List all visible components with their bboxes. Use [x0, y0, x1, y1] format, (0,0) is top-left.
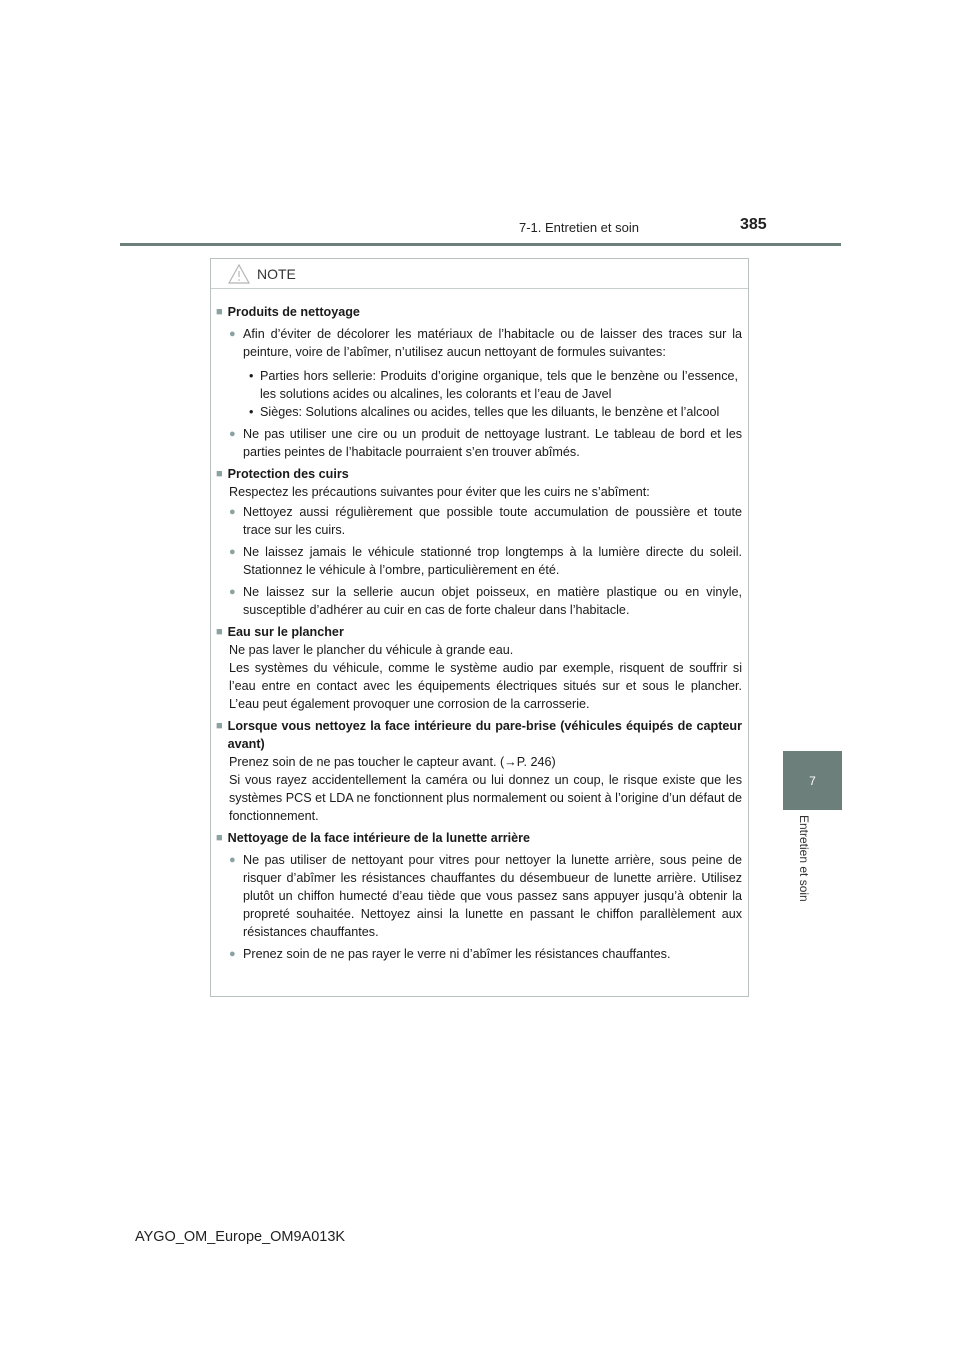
note-title: NOTE: [257, 265, 296, 282]
section-rear-window: [216, 829, 742, 963]
paragraph: Ne pas laver le plancher du véhicule à grande eau.: [229, 643, 514, 657]
section-heading: ■ Produits de nettoyage: [216, 305, 360, 319]
square-bullet-icon: ■: [216, 832, 223, 844]
section-heading: ■ Lorsque vous nettoyez la face intérieure du pare-brise (véhicules équipés de capteur avant): [216, 719, 742, 751]
list-item: ● Ne laissez jamais le véhicule stationné trop longtemps à la lumière directe du soleil. Stationnez le véhicule à l’ombre, particulièrement en été.: [229, 545, 742, 577]
section-floor-water: [216, 623, 742, 713]
square-bullet-icon: ■: [216, 468, 223, 480]
paragraph: Prenez soin de ne pas toucher le capteur avant. (→P. 246): [229, 755, 556, 769]
chapter-number: 7: [809, 773, 816, 788]
list-item: ● Afin d’éviter de décolorer les matériaux de l’habitacle ou de laisser des traces sur la peinture, voire de l’abîmer, n’utilisez aucun nettoyant de formules suivantes:: [229, 327, 742, 359]
section-heading: ■ Nettoyage de la face intérieure de la lunette arrière: [216, 831, 531, 845]
list-item: ● Ne pas utiliser de nettoyant pour vitres pour nettoyer la lunette arrière, sous peine de risquer d’abîmer les résistances chauffantes du désembueur de lunette arrière. Utilisez plutôt un chiffon humecté d’eau tiède que vous passez sans appuyer jusqu’à obtenir la propreté souhaitée. Nettoyez ainsi la lunette en passant le chiffon parallèlement aux résistances chauffantes.: [229, 853, 742, 939]
section-cleaning-products: [216, 303, 742, 461]
page-number: 385: [740, 216, 767, 233]
square-bullet-icon: ■: [216, 306, 223, 318]
chapter-tab: [783, 751, 842, 810]
round-bullet-icon: ●: [229, 948, 236, 960]
round-bullet-icon: ●: [229, 328, 236, 340]
paragraph: Respectez les précautions suivantes pour éviter que les cuirs ne s’abîment:: [229, 485, 650, 499]
section-windshield: [216, 717, 742, 825]
note-box: [210, 258, 749, 997]
round-bullet-icon: ●: [229, 586, 236, 598]
paragraph: Si vous rayez accidentellement la caméra ou lui donnez un coup, le risque existe que les systèmes PCS et LDA ne fonctionnent plus normalement ou soient à l’origine d’un défaut de fonctionnement.: [229, 773, 742, 823]
header-divider: [120, 243, 841, 246]
chapter-label: Entretien et soin: [797, 815, 811, 902]
round-bullet-icon: ●: [229, 506, 236, 518]
note-body: [211, 289, 748, 963]
square-bullet-icon: ■: [216, 626, 223, 638]
note-header: [211, 259, 748, 289]
round-bullet-icon: ●: [229, 854, 236, 866]
round-bullet-icon: ●: [229, 428, 236, 440]
section-heading: ■ Protection des cuirs: [216, 467, 349, 481]
list-item: ● Nettoyez aussi régulièrement que possible toute accumulation de poussière et toute trace sur les cuirs.: [229, 505, 742, 537]
list-item: ● Ne pas utiliser une cire ou un produit de nettoyage lustrant. Le tableau de bord et les parties peintes de l’habitacle pourraient s’en trouver abîmés.: [229, 427, 742, 459]
square-bullet-icon: ■: [216, 720, 223, 732]
round-bullet-icon: ●: [229, 546, 236, 558]
sub-list-item: • Parties hors sellerie: Produits d’origine organique, tels que le benzène ou l’essence, les solutions acides ou alcalines, les colorants et l’eau de Javel: [249, 369, 738, 401]
section-heading: ■ Eau sur le plancher: [216, 625, 344, 639]
section-title: 7-1. Entretien et soin: [519, 220, 639, 235]
warning-triangle-icon: [227, 263, 251, 285]
list-item: ● Prenez soin de ne pas rayer le verre ni d’abîmer les résistances chauffantes.: [229, 947, 671, 961]
paragraph: Les systèmes du véhicule, comme le système audio par exemple, risquent de souffrir si l’eau entre en contact avec les équipements électriques situés sur et sous le plancher. L’eau peut également provoquer une corrosion de la carrosserie.: [229, 661, 742, 711]
list-item: ● Ne laissez sur la sellerie aucun objet poisseux, en matière plastique ou en vinyle, susceptible d’adhérer au cuir en cas de forte chaleur dans l’habitacle.: [229, 585, 742, 617]
document-code: AYGO_OM_Europe_OM9A013K: [135, 1229, 346, 1245]
section-leather-protection: [216, 465, 742, 619]
sub-list-item: • Sièges: Solutions alcalines ou acides, telles que les diluants, le benzène et l’alcool: [249, 405, 720, 419]
